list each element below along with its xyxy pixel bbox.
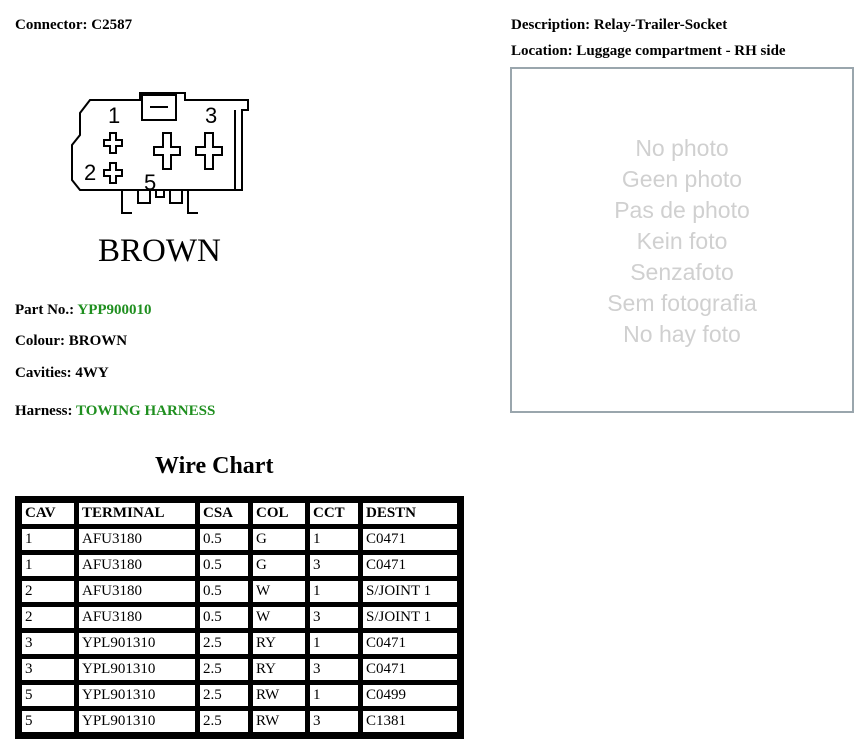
table-cell: 3 [309,658,359,681]
table-cell: S/JOINT 1 [362,606,458,629]
part-no-line [15,302,152,319]
table-cell: 2.5 [199,684,249,707]
cavities-label: Cavities: [15,365,72,381]
no-photo-line-pt: Sem fotografia [607,290,757,316]
table-row [21,606,458,629]
table-cell: C0499 [362,684,458,707]
wire-chart-header-cell: CSA [199,502,249,525]
pin-label-1: 1 [108,103,121,128]
table-cell: 2.5 [199,710,249,733]
table-cell: G [252,528,306,551]
table-cell: RY [252,658,306,681]
no-photo-line-it: Senzafoto [630,259,734,285]
table-cell: RW [252,710,306,733]
table-cell: 0.5 [199,580,249,603]
pin-label-2: 2 [84,160,97,185]
wire-chart-header-cell: TERMINAL [78,502,196,525]
table-row [21,528,458,551]
table-cell: W [252,580,306,603]
table-cell: AFU3180 [78,528,196,551]
harness-label: Harness: [15,403,73,419]
table-cell: YPL901310 [78,710,196,733]
colour-line [15,333,127,350]
description-line [511,17,727,34]
description-label: Description: [511,17,591,33]
table-cell: 2 [21,606,75,629]
table-cell: S/JOINT 1 [362,580,458,603]
connector-line [15,17,132,34]
table-row [21,554,458,577]
no-photo-line-en: No photo [635,135,729,161]
harness-value[interactable]: TOWING HARNESS [75,403,216,419]
table-cell: 1 [309,684,359,707]
wire-chart-header-row [21,502,458,525]
colour-value: BROWN [68,333,128,349]
table-cell: 3 [309,554,359,577]
table-cell: AFU3180 [78,606,196,629]
table-cell: 0.5 [199,528,249,551]
pin-label-5: 5 [144,170,157,195]
table-cell: 1 [309,528,359,551]
wire-chart-title: Wire Chart [155,453,274,479]
part-no-label: Part No.: [15,302,75,318]
table-row [21,684,458,707]
table-cell: 1 [309,632,359,655]
colour-label: Colour: [15,333,65,349]
diagram-colour-text: BROWN [98,233,221,269]
table-cell: YPL901310 [78,684,196,707]
no-photo-text [512,133,852,350]
photo-placeholder [510,67,854,413]
connector-label: Connector: [15,17,88,33]
table-cell: 0.5 [199,554,249,577]
table-cell: G [252,554,306,577]
table-row [21,632,458,655]
table-cell: RW [252,684,306,707]
table-cell: 2.5 [199,658,249,681]
table-cell: 1 [309,580,359,603]
table-cell: C0471 [362,658,458,681]
wire-chart-header-cell: CCT [309,502,359,525]
table-cell: AFU3180 [78,580,196,603]
table-cell: 5 [21,684,75,707]
no-photo-line-es: No hay foto [623,321,741,347]
table-cell: 5 [21,710,75,733]
cavities-value: 4WY [75,365,109,381]
table-cell: YPL901310 [78,632,196,655]
no-photo-line-de: Kein foto [636,228,728,254]
wire-chart-header-cell: COL [252,502,306,525]
table-cell: 3 [21,632,75,655]
table-row [21,710,458,733]
table-cell: RY [252,632,306,655]
description-value: Relay-Trailer-Socket [593,17,728,33]
connector-face-diagram [60,85,260,275]
table-cell: C0471 [362,528,458,551]
table-cell: 1 [21,554,75,577]
table-row [21,658,458,681]
no-photo-line-fr: Pas de photo [614,197,750,223]
table-cell: 3 [309,710,359,733]
table-cell: 2.5 [199,632,249,655]
table-cell: 1 [21,528,75,551]
location-line [511,43,786,60]
table-cell: 2 [21,580,75,603]
table-cell: YPL901310 [78,658,196,681]
wire-chart-header-cell: CAV [21,502,75,525]
location-value: Luggage compartment - RH side [576,43,786,59]
wire-chart-header-cell: DESTN [362,502,458,525]
table-cell: C1381 [362,710,458,733]
table-cell: C0471 [362,632,458,655]
cavities-line [15,365,109,382]
harness-line [15,403,215,420]
pin-label-3: 3 [205,103,218,128]
connector-value: C2587 [91,17,133,33]
table-cell: 3 [21,658,75,681]
table-row [21,580,458,603]
table-cell: AFU3180 [78,554,196,577]
table-cell: C0471 [362,554,458,577]
location-label: Location: [511,43,573,59]
wire-chart-table [15,496,464,739]
no-photo-line-nl: Geen photo [621,166,743,192]
table-cell: 0.5 [199,606,249,629]
table-cell: 3 [309,606,359,629]
table-cell: W [252,606,306,629]
part-no-value[interactable]: YPP900010 [77,302,152,318]
